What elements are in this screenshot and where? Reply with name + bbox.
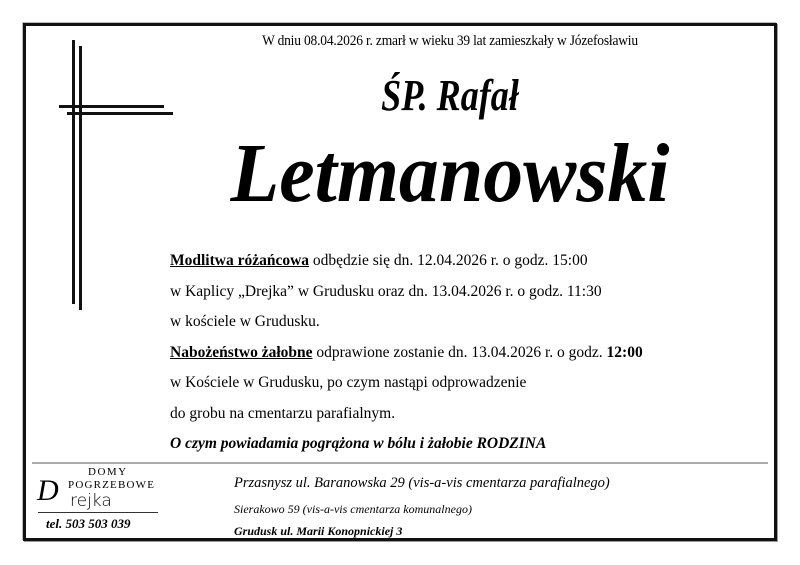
footer-divider xyxy=(32,462,768,464)
cross-vertical-bar xyxy=(79,46,82,310)
logo-line1: DOMY xyxy=(88,466,128,478)
funeral-time: 12:00 xyxy=(606,343,643,361)
logo-underline xyxy=(38,512,158,513)
cross-vertical-bar xyxy=(72,40,75,304)
body-text: odprawione zostanie dn. 13.04.2026 r. o godz. xyxy=(312,343,607,361)
logo-initial: D xyxy=(37,474,59,507)
body-line xyxy=(170,246,730,277)
notice-body xyxy=(170,246,730,460)
body-line: w Kaplicy „Drejka” w Grudusku oraz dn. 13.04.2026 r. o godz. 11:30 xyxy=(170,282,602,300)
deceased-first-name: ŚP. Rafał xyxy=(381,71,519,120)
funeral-home-logo xyxy=(34,466,164,534)
intro-text: W dniu 08.04.2026 r. zmarł w wieku 39 lat zamieszkały w Józefosławiu xyxy=(262,33,638,49)
logo-name: rejka xyxy=(70,491,112,511)
body-line: w Kościele w Grudusku, po czym nastąpi odprowadzenie xyxy=(170,374,527,391)
phone-number: tel. 503 503 039 xyxy=(46,516,131,531)
body-line: w kościele w Grudusku. xyxy=(170,313,320,330)
funeral-mass-heading: Nabożeństwo żałobne xyxy=(170,343,313,361)
address-grudusk: Grudusk ul. Marii Konopnickiej 3 xyxy=(234,524,403,538)
address-przasnysz: Przasnysz ul. Baranowska 29 (vis-a-vis cmentarza parafialnego) xyxy=(234,475,610,491)
logo-line2: POGRZEBOWE xyxy=(68,479,156,491)
body-text: odbędzie się dn. 12.04.2026 r. o godz. 15:00 xyxy=(309,252,588,269)
body-line xyxy=(170,338,730,369)
body-line: do grobu na cmentarzu parafialnym. xyxy=(170,404,396,422)
cross-horizontal-bar xyxy=(59,105,164,108)
rosary-heading: Modlitwa różańcowa xyxy=(170,252,310,269)
address-sierakowo: Sierakowo 59 (vis-a-vis cmentarza komunalnego) xyxy=(234,502,472,516)
cross-horizontal-bar xyxy=(67,112,173,115)
deceased-surname: Letmanowski xyxy=(230,127,670,220)
closing-line: O czym powiadamia pogrążona w bólu i żałobie RODZINA xyxy=(170,435,547,452)
